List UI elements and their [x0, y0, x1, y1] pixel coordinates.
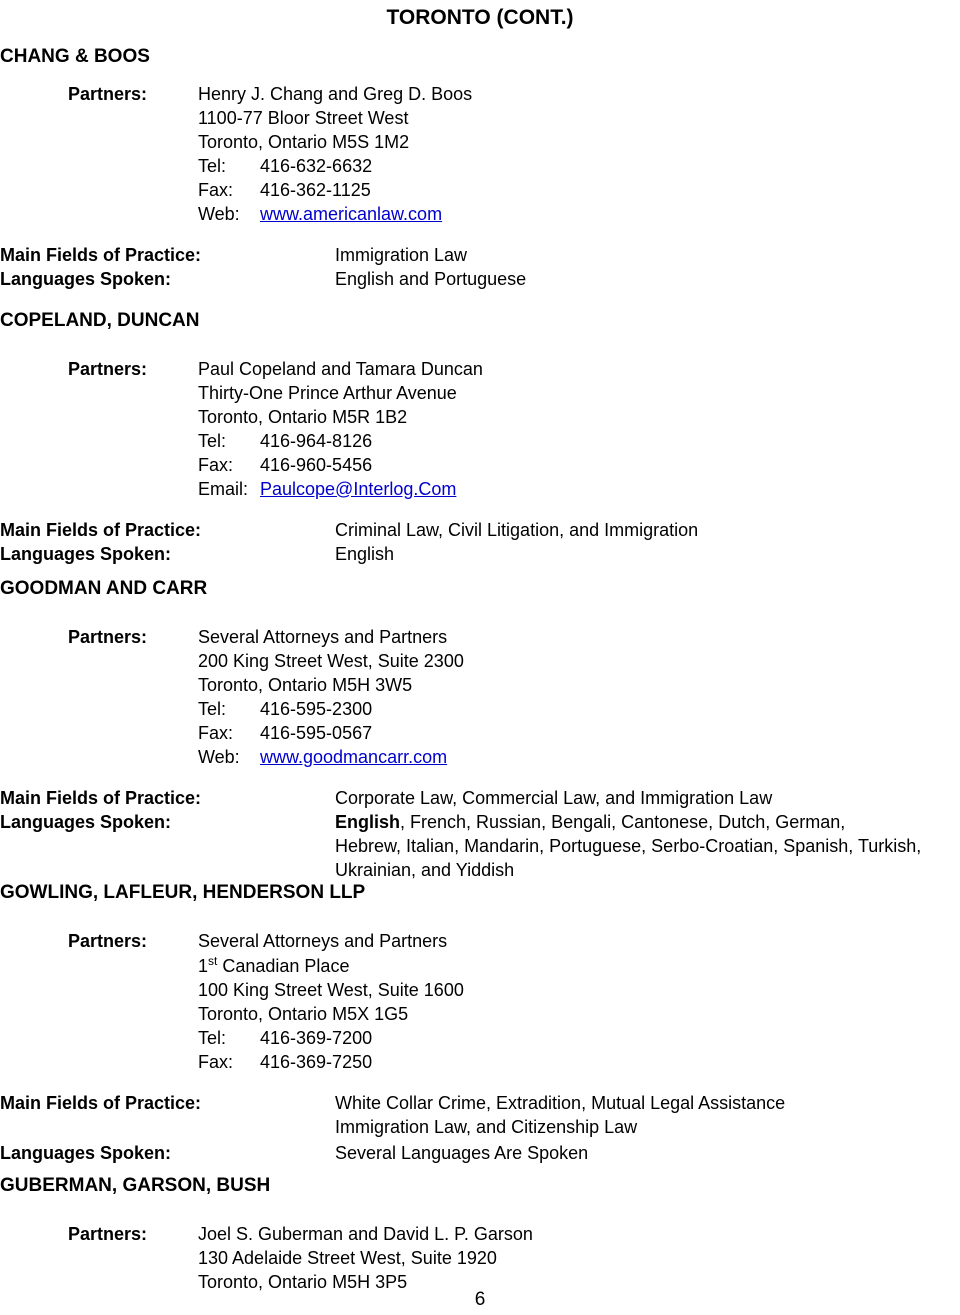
- address-line: Thirty-One Prince Arthur Avenue: [198, 382, 457, 403]
- partners-value: Several Attorneys and Partners: [198, 626, 448, 647]
- address-line: 100 King Street West, Suite 1600: [198, 979, 464, 1000]
- contact-value: 416-595-2300: [260, 698, 373, 719]
- partners-value: Joel S. Guberman and David L. P. Garson: [198, 1223, 533, 1244]
- address-line: Toronto, Ontario M5R 1B2: [198, 406, 408, 427]
- page-header-title: TORONTO (CONT.): [386, 6, 574, 29]
- firm-name: GOODMAN AND CARR: [0, 578, 208, 599]
- main-fields-value: Criminal Law, Civil Litigation, and Immigration: [335, 520, 699, 541]
- contact-row: [198, 155, 472, 179]
- main-fields-label: Main Fields of Practice:: [0, 520, 202, 541]
- languages-label: Languages Spoken:: [0, 544, 172, 565]
- website-link[interactable]: www.goodmancarr.com: [260, 746, 448, 767]
- firm-contact-block: [198, 1223, 533, 1295]
- firm-section-copeland-duncan: [0, 310, 960, 567]
- firm-name: COPELAND, DUNCAN: [0, 310, 200, 331]
- partners-label: Partners:: [68, 930, 148, 951]
- partners-value: Paul Copeland and Tamara Duncan: [198, 358, 483, 379]
- partners-label: Partners:: [68, 626, 148, 647]
- ordinal-number: 1: [198, 955, 209, 976]
- address-line: Toronto, Ontario M5H 3P5: [198, 1271, 408, 1292]
- contact-row: [198, 203, 472, 227]
- address-line: Toronto, Ontario M5X 1G5: [198, 1003, 409, 1024]
- address-line: 200 King Street West, Suite 2300: [198, 650, 464, 671]
- firm-name: GUBERMAN, GARSON, BUSH: [0, 1175, 271, 1196]
- firm-name: CHANG & BOOS: [0, 46, 150, 67]
- partners-value: Henry J. Chang and Greg D. Boos: [198, 83, 473, 104]
- languages-value: English and Portuguese: [335, 269, 527, 290]
- contact-value: 416-369-7200: [260, 1027, 373, 1048]
- languages-label: Languages Spoken:: [0, 269, 172, 290]
- contact-value: 416-362-1125: [260, 179, 371, 200]
- contact-row: [198, 454, 483, 478]
- firm-contact-block: [198, 83, 472, 227]
- contact-value: 416-369-7250: [260, 1051, 373, 1072]
- partners-value: Several Attorneys and Partners: [198, 930, 448, 951]
- firm-section-goodman-carr: [0, 578, 960, 883]
- firm-contact-block: [198, 626, 464, 770]
- contact-row: [198, 478, 483, 502]
- partners-label: Partners:: [68, 83, 148, 104]
- languages-line: Ukrainian, and Yiddish: [335, 860, 515, 881]
- languages-line: Hebrew, Italian, Mandarin, Portuguese, Serbo-Croatian, Spanish, Turkish,: [335, 836, 922, 857]
- address-line-ordinal: [198, 954, 464, 979]
- partners-label: Partners:: [68, 1223, 148, 1244]
- page-number: 6: [474, 1289, 486, 1310]
- main-fields-value: Immigration Law: [335, 245, 468, 266]
- contact-value: 416-964-8126: [260, 430, 373, 451]
- languages-rest: , French, Russian, Bengali, Cantonese, Dutch, German,: [400, 812, 846, 833]
- contact-key: Web:: [198, 746, 240, 767]
- main-fields-line: White Collar Crime, Extradition, Mutual Legal Assistance: [335, 1093, 786, 1114]
- contact-row: [198, 430, 483, 454]
- ordinal-rest: Canadian Place: [217, 955, 350, 976]
- contact-key: Fax:: [198, 722, 234, 743]
- contact-key: Tel:: [198, 698, 227, 719]
- contact-key: Fax:: [198, 179, 234, 200]
- contact-value: 416-960-5456: [260, 454, 373, 475]
- main-fields-value: [335, 1092, 785, 1140]
- languages-value: Several Languages Are Spoken: [335, 1143, 589, 1164]
- firm-section-gowling: [0, 882, 960, 1166]
- languages-label: Languages Spoken:: [0, 812, 172, 833]
- languages-value: English: [335, 544, 395, 565]
- main-fields-line: Immigration Law, and Citizenship Law: [335, 1117, 638, 1138]
- languages-line: [335, 811, 921, 835]
- firm-section-chang-boos: [0, 46, 960, 292]
- contact-row: [198, 1051, 464, 1075]
- main-fields-value: Corporate Law, Commercial Law, and Immigration Law: [335, 788, 773, 809]
- contact-row: [198, 746, 464, 770]
- address-line: Toronto, Ontario M5H 3W5: [198, 674, 413, 695]
- address-line: 1100-77 Bloor Street West: [198, 107, 409, 128]
- website-link[interactable]: www.americanlaw.com: [260, 203, 443, 224]
- contact-value: 416-632-6632: [260, 155, 373, 176]
- contact-value: 416-595-0567: [260, 722, 373, 743]
- firm-name: GOWLING, LAFLEUR, HENDERSON LLP: [0, 882, 366, 903]
- languages-label: Languages Spoken:: [0, 1143, 172, 1164]
- firm-contact-block: [198, 358, 483, 502]
- contact-row: [198, 698, 464, 722]
- contact-row: [198, 1027, 464, 1051]
- contact-key: Tel:: [198, 430, 227, 451]
- main-fields-label: Main Fields of Practice:: [0, 1093, 202, 1114]
- languages-first-word: English: [335, 812, 401, 833]
- contact-key: Web:: [198, 203, 240, 224]
- contact-key: Email:: [198, 478, 249, 499]
- ordinal-suffix: st: [208, 953, 218, 968]
- firm-contact-block: [198, 930, 464, 1075]
- contact-key: Fax:: [198, 454, 234, 475]
- address-line: 130 Adelaide Street West, Suite 1920: [198, 1247, 497, 1268]
- main-fields-label: Main Fields of Practice:: [0, 245, 202, 266]
- address-line: Toronto, Ontario M5S 1M2: [198, 131, 410, 152]
- contact-row: [198, 722, 464, 746]
- partners-label: Partners:: [68, 358, 148, 379]
- contact-key: Fax:: [198, 1051, 234, 1072]
- firm-section-guberman: [0, 1175, 960, 1295]
- email-link[interactable]: Paulcope@Interlog.Com: [260, 478, 457, 499]
- contact-row: [198, 179, 472, 203]
- languages-value: [335, 811, 921, 883]
- contact-key: Tel:: [198, 155, 227, 176]
- main-fields-label: Main Fields of Practice:: [0, 788, 202, 809]
- contact-key: Tel:: [198, 1027, 227, 1048]
